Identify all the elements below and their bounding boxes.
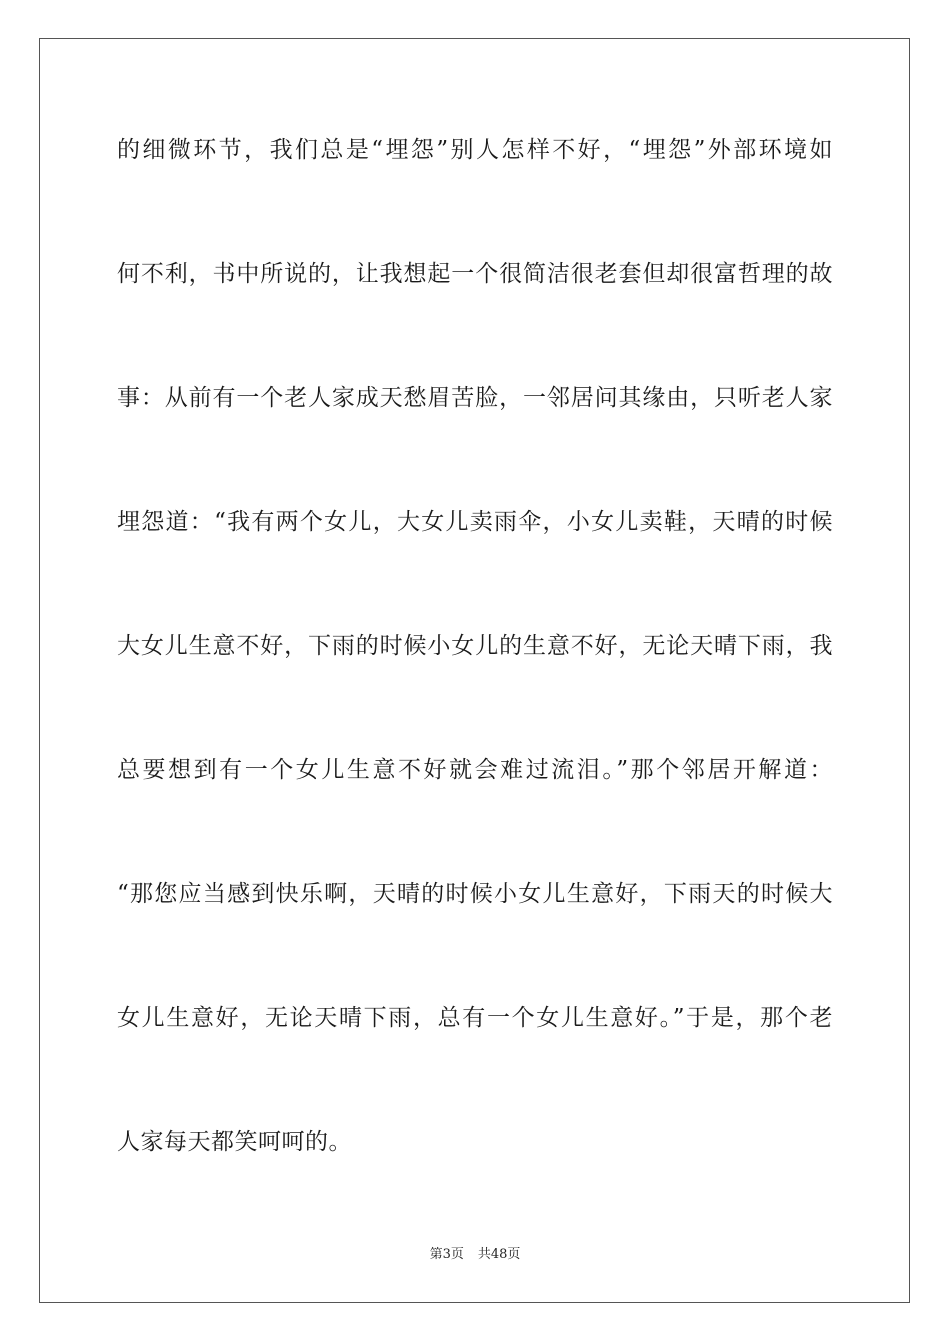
body-text-line-9: 人家每天都笑呵呵的。 — [117, 1129, 352, 1155]
body-text-line-2: 何不利，书中所说的，让我想起一个很简洁很老套但却很富哲理的故 — [117, 261, 833, 287]
body-text-line-5: 大女儿生意不好，下雨的时候小女儿的生意不好，无论天晴下雨，我 — [117, 633, 833, 659]
body-text-line-7: “那您应当感到快乐啊，天晴的时候小女儿生意好，下雨天的时候大 — [117, 881, 833, 907]
body-text-line-1: 的细微环节，我们总是“埋怨”别人怎样不好，“埋怨”外部环境如 — [117, 137, 833, 163]
page-number: 第3页 — [429, 1247, 464, 1262]
body-text-line-6: 总要想到有一个女儿生意不好就会难过流泪。”那个邻居开解道： — [117, 757, 833, 783]
total-pages: 共48页 — [477, 1247, 521, 1262]
body-text-line-3: 事：从前有一个老人家成天愁眉苦脸，一邻居问其缘由，只听老人家 — [117, 385, 833, 411]
body-text-line-8: 女儿生意好，无论天晴下雨，总有一个女儿生意好。”于是，那个老 — [117, 1005, 833, 1031]
page-footer — [0, 1246, 950, 1264]
body-text-line-4: 埋怨道：“我有两个女儿，大女儿卖雨伞，小女儿卖鞋，天晴的时候 — [117, 509, 833, 535]
page-border — [39, 38, 910, 1303]
